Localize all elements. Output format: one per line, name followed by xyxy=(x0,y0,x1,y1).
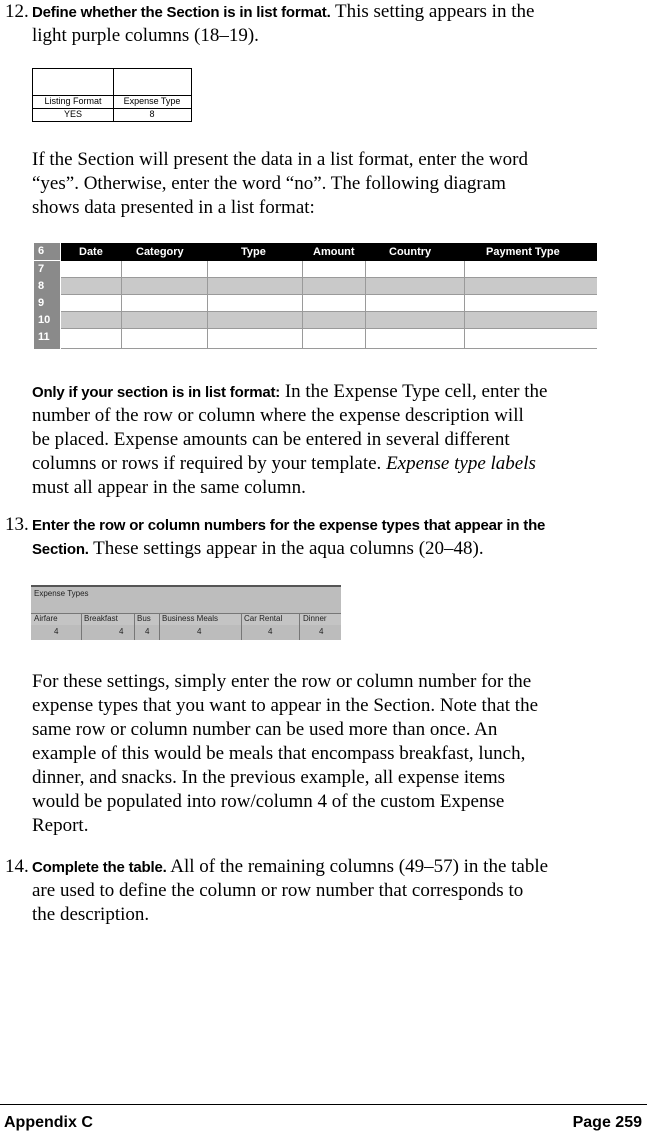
item-12-line-2: light purple columns (18–19). xyxy=(32,25,259,46)
item-14-line-3: the description. xyxy=(32,904,150,925)
list-format-para-line-3: shows data presented in a list format: xyxy=(32,197,315,218)
grid-header-payment-type: Payment Type xyxy=(486,246,560,258)
item-number-13: 13. xyxy=(5,514,29,535)
settings-para-line-7: Report. xyxy=(32,815,89,836)
item-13-heading: Enter the row or column numbers for the expense types that appear in the xyxy=(32,517,546,534)
listing-format-table xyxy=(32,68,192,122)
list-format-diagram xyxy=(34,243,597,349)
list-format-para-line-2: “yes”. Otherwise, enter the word “no”. The following diagram xyxy=(32,173,506,194)
item-14-text: All of the remaining columns (49–57) in the table xyxy=(166,856,549,877)
settings-para-line-4: example of this would be meals that encompass breakfast, lunch, xyxy=(32,743,526,764)
grid-row xyxy=(61,329,597,349)
item-number-12: 12. xyxy=(5,1,29,22)
expense-type-labels-italic: Expense type labels xyxy=(386,453,536,474)
footer-left: Appendix C xyxy=(4,1114,93,1131)
footer-page-number: Page 259 xyxy=(572,1114,642,1131)
expense-header-business-meals: Business Meals xyxy=(162,614,219,623)
listing-format-header: Listing Format xyxy=(44,96,102,106)
grid-header-category: Category xyxy=(136,246,184,258)
expense-types-title: Expense Types xyxy=(34,589,89,598)
item-13-line-1 xyxy=(32,513,545,538)
only-if-line-2: number of the row or column where the expense description will xyxy=(32,405,524,426)
grid-header-type: Type xyxy=(241,246,266,258)
settings-para-line-5: dinner, and snacks. In the previous example, all expense items xyxy=(32,767,506,788)
expense-value: 4 xyxy=(268,627,273,636)
settings-para-line-1: For these settings, simply enter the row or column number for the xyxy=(32,671,532,692)
expense-value: 4 xyxy=(145,627,150,636)
only-if-line-4 xyxy=(32,452,536,476)
only-if-text: In the Expense Type cell, enter the xyxy=(280,381,548,402)
expense-value: 4 xyxy=(197,627,202,636)
settings-para-line-6: would be populated into row/column 4 of the custom Expense xyxy=(32,791,505,812)
grid-header-amount: Amount xyxy=(313,246,355,258)
expense-type-value: 8 xyxy=(149,109,155,119)
item-12-line-1 xyxy=(32,0,534,25)
expense-header-bus: Bus xyxy=(137,614,151,623)
item-14-line-2: are used to define the column or row number that corresponds to xyxy=(32,880,524,901)
list-format-para-line-1: If the Section will present the data in a list format, enter the word xyxy=(32,149,528,170)
grid-header-date: Date xyxy=(79,246,103,258)
grid-row-number: 8 xyxy=(34,278,60,295)
footer-rule xyxy=(0,1104,647,1105)
only-if-line-1 xyxy=(32,380,547,405)
expense-value: 4 xyxy=(119,627,124,636)
item-number-14: 14. xyxy=(5,856,29,877)
grid-row xyxy=(61,261,597,278)
expense-header-breakfast: Breakfast xyxy=(84,614,118,623)
grid-row xyxy=(61,278,597,295)
item-12-heading: Define whether the Section is in list format. xyxy=(32,4,331,21)
item-13-text: These settings appear in the aqua columns (20–48). xyxy=(88,538,484,559)
expense-header-car-rental: Car Rental xyxy=(244,614,283,623)
item-13-heading-cont: Section. xyxy=(32,541,89,558)
only-if-line-4-text: columns or rows if required by your template. xyxy=(32,453,387,474)
expense-types-figure xyxy=(31,585,341,640)
grid-row-number: 6 xyxy=(34,243,60,260)
grid-row-number: 11 xyxy=(34,329,60,349)
expense-header-airfare: Airfare xyxy=(34,614,58,623)
expense-value: 4 xyxy=(54,627,59,636)
item-14-heading: Complete the table. xyxy=(32,859,167,876)
grid-header-country: Country xyxy=(389,246,432,258)
settings-para-line-2: expense types that you want to appear in the Section. Note that the xyxy=(32,695,538,716)
item-14-line-1 xyxy=(32,855,548,880)
grid-row xyxy=(61,312,597,329)
listing-format-value: YES xyxy=(63,109,82,119)
item-13-line-2 xyxy=(32,537,484,562)
expense-value: 4 xyxy=(319,627,324,636)
only-if-line-5: must all appear in the same column. xyxy=(32,477,306,498)
expense-header-dinner: Dinner xyxy=(303,614,327,623)
only-if-heading: Only if your section is in list format: xyxy=(32,384,281,401)
item-12-text: This setting appears in the xyxy=(330,1,535,22)
grid-row-number: 10 xyxy=(34,312,60,329)
expense-type-header: Expense Type xyxy=(123,96,181,106)
grid-row xyxy=(61,295,597,312)
only-if-line-3: be placed. Expense amounts can be entered in several different xyxy=(32,429,510,450)
settings-para-line-3: same row or column number can be used more than once. An xyxy=(32,719,498,740)
grid-row-number: 9 xyxy=(34,295,60,312)
grid-row-number: 7 xyxy=(34,261,60,278)
